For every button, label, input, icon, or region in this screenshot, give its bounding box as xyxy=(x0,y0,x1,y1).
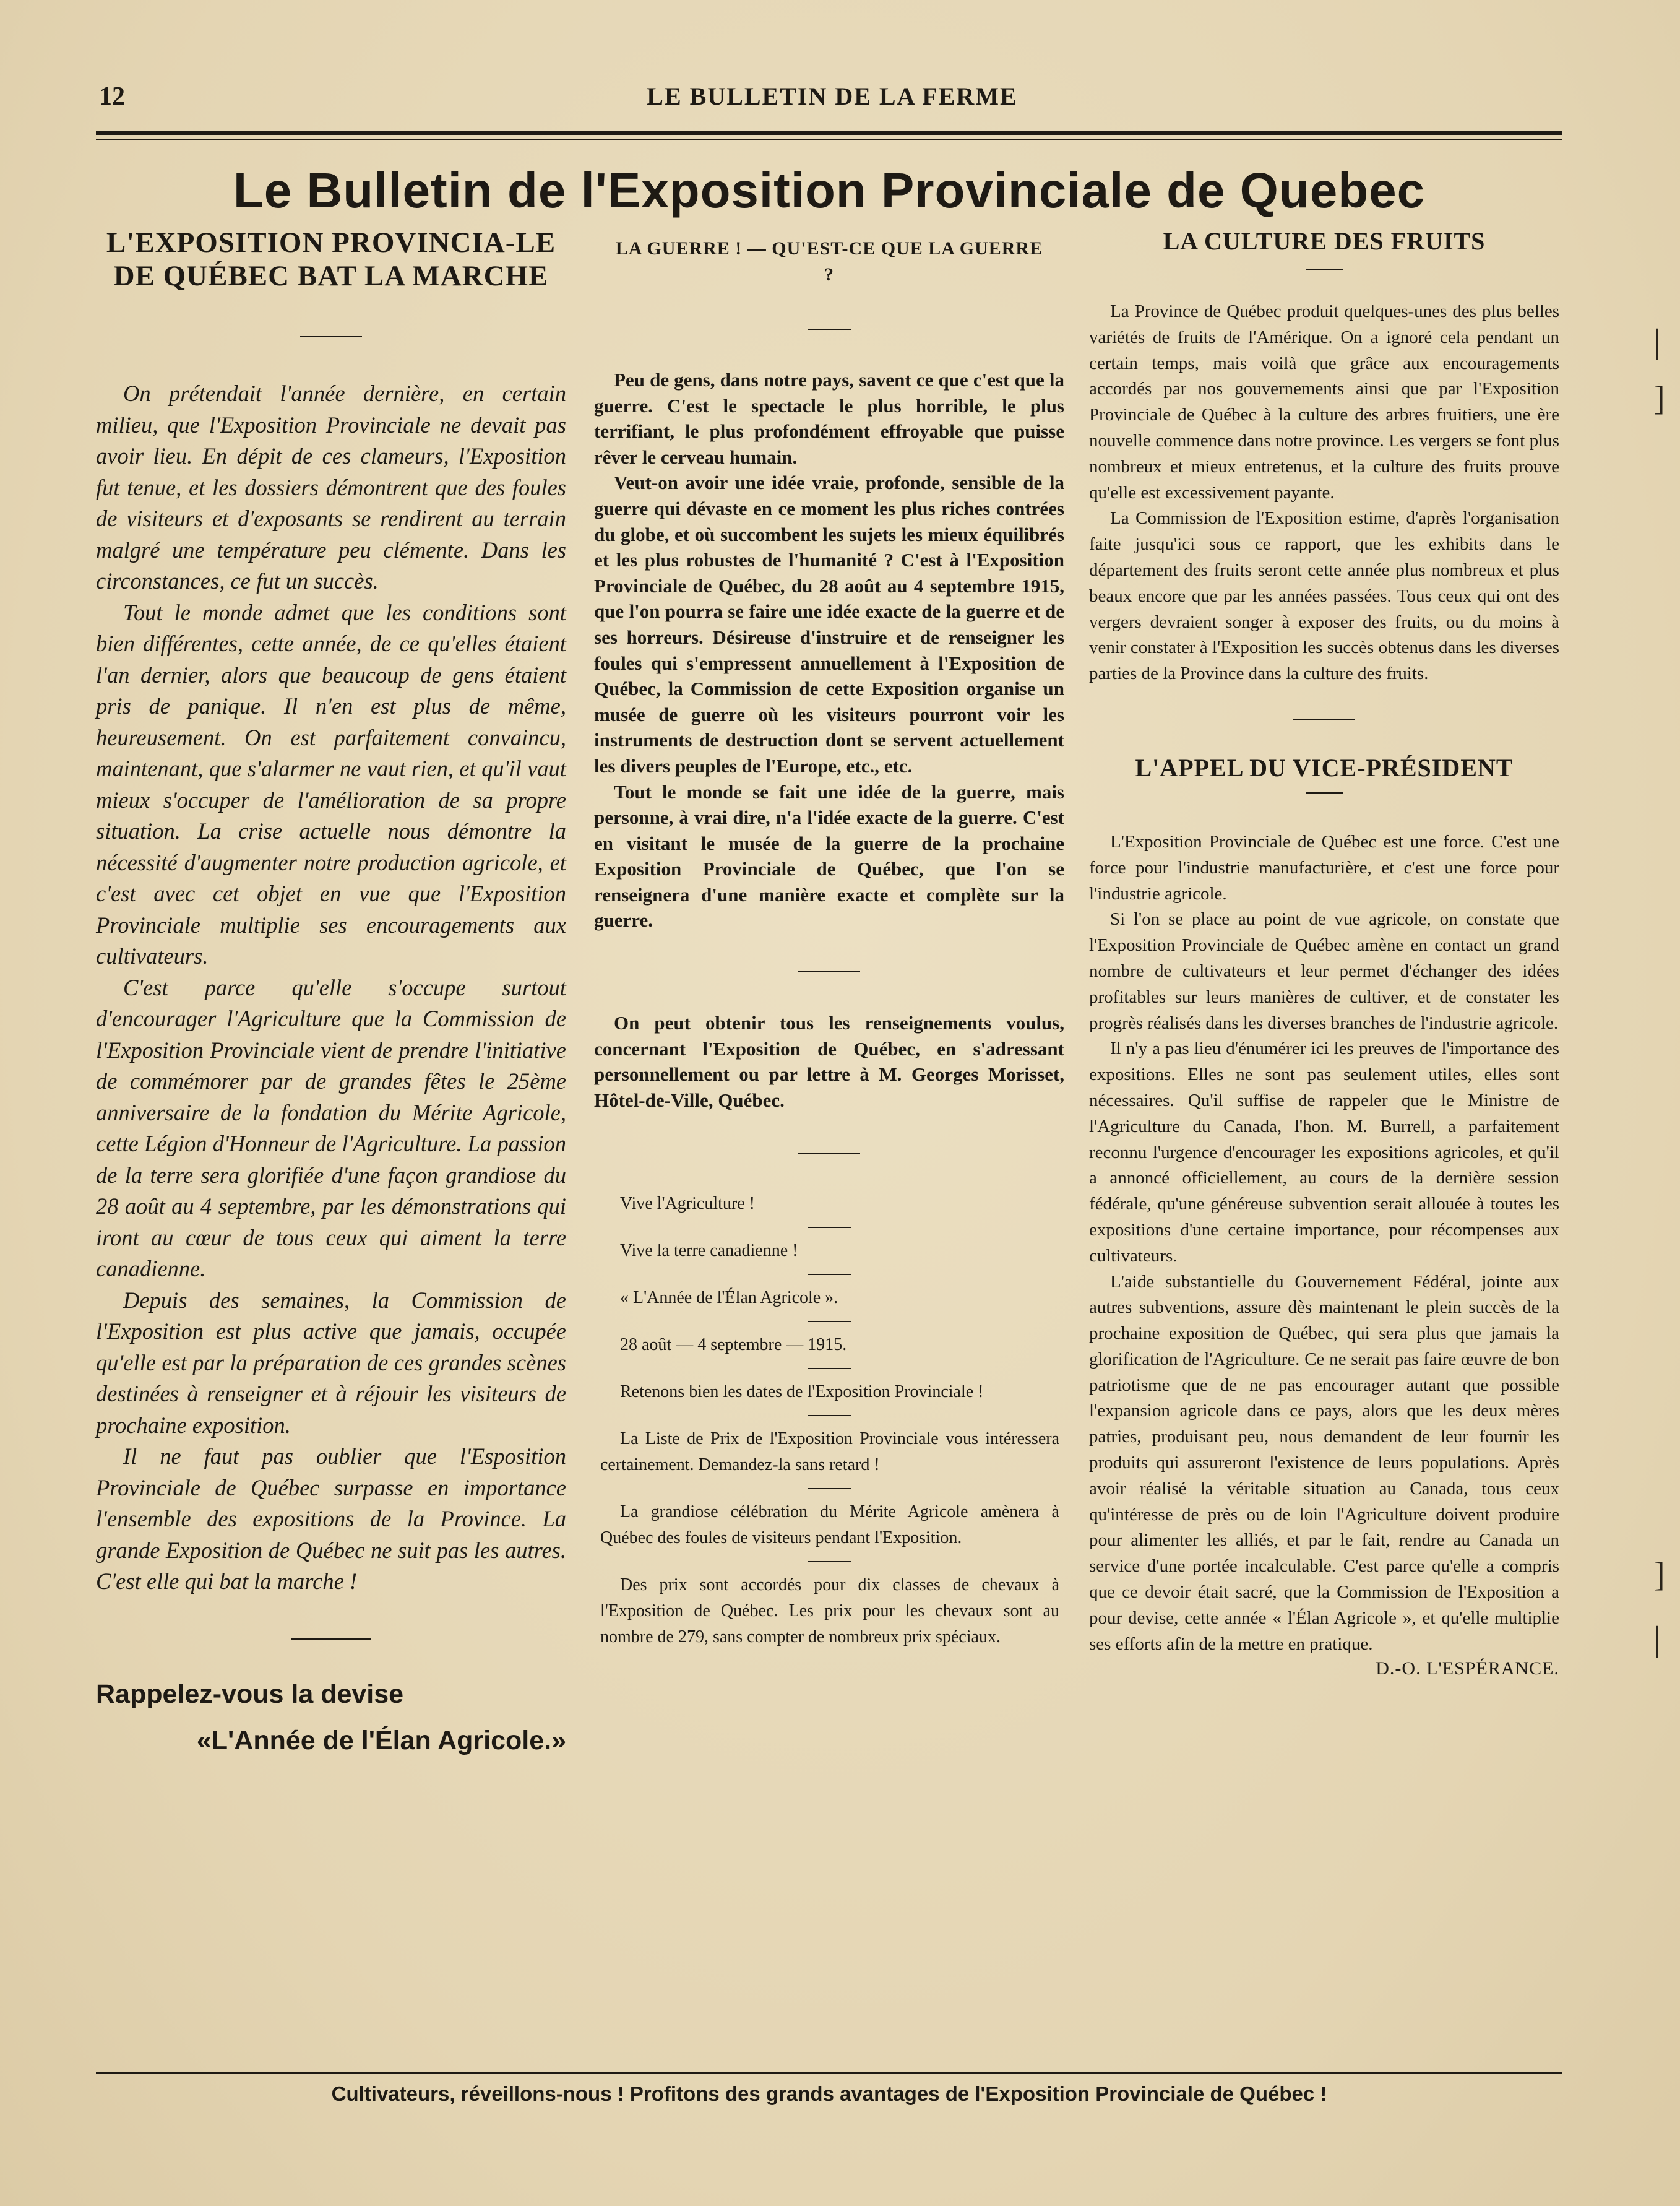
paragraph: Il ne faut pas oublier que l'Esposition Provinciale de Québec surpasse en importance l'ensemble des expositions de la Province. La grande Exposition de Québec ne suit pas les autres. C'est elle qui bat la marche ! xyxy=(96,1443,566,1594)
article-body xyxy=(594,367,1064,933)
footer-rule xyxy=(96,2072,1562,2074)
paragraph: La Province de Québec produit quelques-unes des plus belles variétés de fruits de l'Amérique. On a ignoré cela pendant un certain temps, mais voilà que grâce aux encouragements accordés par nos gouvernements ainsi que par l'Exposition Provinciale de Québec à la culture des arbres fruitiers, une ère nouvelle commence dans notre province. Les vergers se font plus nombreux et mieux entretenus, et la culture des fruits prouve qu'elle est excessivement payante. xyxy=(1089,301,1559,503)
paragraph: Depuis des semaines, la Commission de l'Exposition est plus active que jamais, occupée qu'elle est par la préparation de ces grandes scènes destinées à renseigner et à réjouir les visiteurs de prochaine exposition. xyxy=(96,1287,566,1438)
separator xyxy=(808,329,851,330)
separator xyxy=(808,1488,851,1489)
paragraph: Tout le monde se fait une idée de la guerre, mais personne, à vrai dire, n'a l'idée exacte de la guerre. C'est en visitant le musée de la guerre de la prochaine Exposition Provinciale de Québec, que l'on se renseignera d'une manière exacte et complète sur la guerre. xyxy=(594,781,1064,932)
publication-title: LE BULLETIN DE LA FERME xyxy=(647,82,1018,110)
column-exposition-marche xyxy=(96,226,566,1756)
separator xyxy=(1293,719,1355,720)
announcement: « L'Année de l'Élan Agricole ». xyxy=(620,1288,838,1308)
margin-mark: | xyxy=(1653,322,1661,361)
paragraph: Si l'on se place au point de vue agricole, on constate que l'Exposition Provinciale de Québec amène en contact un grand nombre de cultivateurs et leur permet d'échanger des idées profitables sur leurs manières de cultiver, et de constater les progrès réalisés dans les diverses branches de l'industrie agricole. xyxy=(1089,909,1559,1033)
motto-title: Rappelez-vous la devise xyxy=(96,1679,404,1709)
separator xyxy=(808,1368,851,1369)
separator xyxy=(798,1153,860,1154)
paragraph: La Commission de l'Exposition estime, d'après l'organisation faite jusqu'ici sous ce rapport, que les exhibits dans le département des fruits seront cette année plus nombreux et plus beaux encore que par les années passées. Tous ceux qui ont des vergers devraient songer à exposer des fruits, ou du moins à venir constater à l'Exposition les succès obtenus dans les diverses parties de la Province dans la culture des fruits. xyxy=(1089,508,1559,684)
info-paragraph: On peut obtenir tous les renseignements voulus, concernant l'Exposition de Québec, en s'adressant personnellement ou par lettre à M. Georges Morisset, Hôtel-de-Ville, Québec. xyxy=(594,1012,1064,1111)
column-fruits-appel xyxy=(1089,226,1559,1679)
paragraph: Veut-on avoir une idée vraie, profonde, sensible de la guerre qui dévaste en ce moment les plus riches contrées du globe, et où succombent les sujets les mieux équilibrés et les plus robustes de l'humanité ? C'est à l'Exposition Provinciale de Québec, du 28 août au 4 septembre 1915, que l'on pourra se faire une idée exacte de la guerre et de ses horreurs. Désireuse d'instruire et de renseigner les foules qui s'empressent annuellement à l'Exposition de Québec, la Commission de cette Exposition organise un musée de guerre où les visiteurs pourront voir les instruments de destruction dont se servent actuellement les divers peuples de l'Europe, etc., etc. xyxy=(594,472,1064,777)
announcement: 28 août — 4 septembre — 1915. xyxy=(620,1335,847,1355)
margin-mark: | xyxy=(1653,1620,1661,1658)
separator xyxy=(798,971,860,972)
paragraph: On prétendait l'année dernière, en certain milieu, que l'Exposition Provinciale ne devait pas avoir lieu. En dépit de ces clameurs, l'Exposition fut tenue, et les dossiers démontrent que des foules de visiteurs et d'exposants se rendirent au terrain malgré une température peu clémente. Dans les circonstances, ce fut un succès. xyxy=(96,381,566,594)
margin-mark: ] xyxy=(1653,1555,1665,1594)
main-heading: Le Bulletin de l'Exposition Provinciale de Quebec xyxy=(233,163,1426,218)
margin-mark: ] xyxy=(1653,379,1665,418)
article-body xyxy=(1089,829,1559,1658)
article-title: L'EXPOSITION PROVINCIA-LE DE QUÉBEC BAT LA MARCHE xyxy=(106,227,556,292)
column-guerre xyxy=(594,226,1064,1650)
separator xyxy=(1306,792,1343,794)
info-box xyxy=(594,1010,1064,1113)
article-body xyxy=(1089,299,1559,687)
separator xyxy=(808,1415,851,1416)
paragraph: L'aide substantielle du Gouvernement Fédéral, jointe aux autres subventions, assure dès maintenant le plein succès de la prochaine exposition de Québec, qui sera plus que jamais la glorification de l'Agriculture. Ce ne serait pas faire œuvre de bon patriotisme que de ne pas encourager autant que possible l'expansion agricole dans ce pays, alors que les deux mères patries, produisant peu, nous demandent de leur fournir les produits qui assureront l'existence de leurs populations. Après avoir réalisé la véritable situation au Canada, tous ceux qu'intéresse de près ou de loin l'Agriculture doivent produire pour alimenter les alliés, et par le fait, rendre au Canada un service d'une portée incalculable. C'est parce qu'elle a compris que ce devoir était sacré, que la Commission de l'Exposition a pour devise, cette année « l'Élan Agricole », et qu'elle multiplie ses efforts afin de la mettre en pratique. xyxy=(1089,1271,1559,1654)
announcement: La grandiose célébration du Mérite Agricole amènera à Québec des foules de visiteurs pendant l'Exposition. xyxy=(600,1502,1059,1548)
separator xyxy=(808,1561,851,1562)
page-number: 12 xyxy=(99,82,125,111)
announcements xyxy=(594,1191,1064,1650)
paragraph: C'est parce qu'elle s'occupe surtout d'encourager l'Agriculture que la Commission de l'Exposition Provinciale vient de prendre l'initiative de commémorer par de grandes fêtes le 25ème anniversaire de la fondation du Mérite Agricole, cette Légion d'Honneur de l'Agriculture. La passion de la terre sera glorifiée d'une façon grandiose du 28 août au 4 septembre, par les démonstrations qui iront au cœur de tous ceux qui aiment la terre canadienne. xyxy=(96,974,566,1281)
announcement: Des prix sont accordés pour dix classes de chevaux à l'Exposition de Québec. Les prix pour les chevaux sont au nombre de 279, sans compter de nombreux prix spéciaux. xyxy=(600,1575,1059,1647)
article-title: L'APPEL DU VICE-PRÉSIDENT xyxy=(1135,753,1514,782)
page-header xyxy=(99,82,1566,119)
separator xyxy=(291,1638,371,1640)
separator xyxy=(808,1227,851,1228)
separator xyxy=(300,336,362,337)
header-rule-thin xyxy=(96,139,1562,140)
announcement: La Liste de Prix de l'Exposition Provinciale vous intéressera certainement. Demandez-la sans retard ! xyxy=(600,1429,1059,1475)
separator xyxy=(808,1274,851,1275)
article-body xyxy=(96,378,566,1598)
paragraph: Peu de gens, dans notre pays, savent ce que c'est que la guerre. C'est le spectacle le plus horrible, le plus terrifiant, le plus profondément effroyable que puisse rêver le cerveau humain. xyxy=(594,369,1064,468)
paragraph: Tout le monde admet que les conditions sont bien différentes, cette année, de ce qu'elles étaient l'an dernier, alors que beaucoup de gens étaient pris de panique. Il n'en est plus de même, heureusement. On est parfaitement convaincu, maintenant, que s'alarmer ne vaut rien, et qu'il vaut mieux s'occuper de l'amélioration de sa propre situation. La crise actuelle nous démontre la nécessité d'augmenter notre production agricole, et c'est avec cet objet en vue que l'Exposition Provinciale multiplie ses encouragements aux cultivateurs. xyxy=(96,599,566,969)
separator xyxy=(1306,269,1343,270)
header-rule xyxy=(96,131,1562,135)
motto-quote: «L'Année de l'Élan Agricole.» xyxy=(196,1725,566,1755)
signature: D.-O. L'ESPÉRANCE. xyxy=(1376,1658,1559,1679)
announcement: Retenons bien les dates de l'Exposition Provinciale ! xyxy=(620,1382,984,1402)
motto-box xyxy=(96,1679,566,1756)
footer-slogan: Cultivateurs, réveillons-nous ! Profitons des grands avantages de l'Exposition Provinciale de Québec ! xyxy=(331,2082,1327,2105)
article-title: LA GUERRE ! — QU'EST-CE QUE LA GUERRE ? xyxy=(615,238,1043,285)
paragraph: Il n'y a pas lieu d'énumérer ici les preuves de l'importance des expositions. Elles ne sont pas seulement utiles, elles sont nécessaires. Qu'il suffise de rappeler que le Ministre de l'Agriculture du Canada, l'hon. M. Burrell, a parfaitement reconnu l'urgence d'encourager les expositions agricoles, et qu'il a annoncé officiellement, au cours de la dernière session fédérale, qu'une généreuse subvention serait allouée à toutes les expositions d'une certaine importance, pour récompenses aux cultivateurs. xyxy=(1089,1039,1559,1266)
separator xyxy=(808,1321,851,1322)
announcement: Vive la terre canadienne ! xyxy=(620,1241,798,1261)
paragraph: L'Exposition Provinciale de Québec est une force. C'est une force pour l'industrie manufacturière, et c'est une force pour l'industrie agricole. xyxy=(1089,831,1559,904)
announcement: Vive l'Agriculture ! xyxy=(620,1194,755,1214)
article-title: LA CULTURE DES FRUITS xyxy=(1163,227,1486,255)
